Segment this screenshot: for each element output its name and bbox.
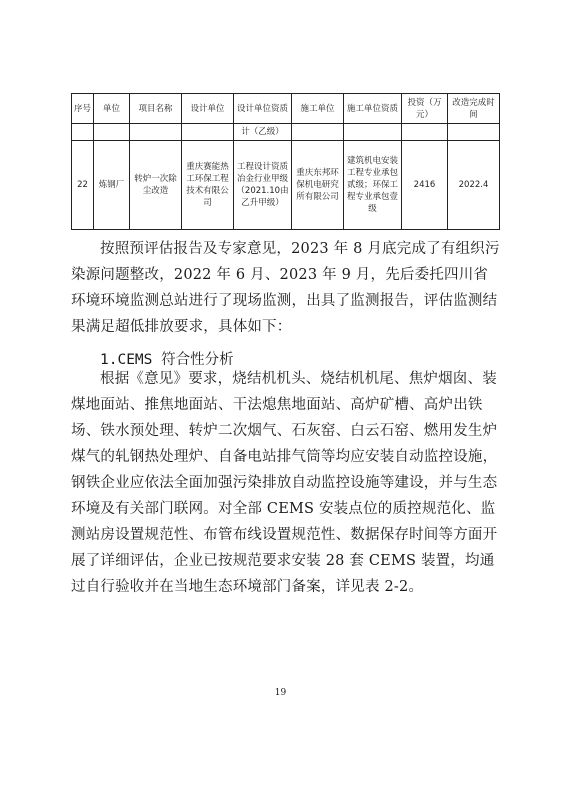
page-number: 19 — [274, 688, 287, 698]
header-cell: 设计单位 — [182, 94, 234, 124]
table-cell — [182, 124, 234, 141]
header-cell: 施工单位 — [292, 94, 344, 124]
table-cell — [402, 124, 448, 141]
table-cell: 重庆赛能热工环保工程技术有限公司 — [182, 141, 234, 230]
table-cell: 重庆东邦环保机电研究所有限公司 — [292, 141, 344, 230]
table-cell: 计（乙级） — [234, 124, 292, 141]
table-header-row — [72, 94, 500, 124]
table-cell: 工程设计资质冶金行业甲级（2021.10由乙升甲级） — [234, 141, 292, 230]
header-cell: 序号 — [72, 94, 94, 124]
table-cell: 2416 — [402, 141, 448, 230]
paragraph-monitoring: 按照预评估报告及专家意见，2023 年 8 月底完成了有组织污染源问题整改，2022 年 6 月、2023 年 9 月，先后委托四川省环境环境监测总站进行了现场监测，出具了监测报告，评估监测结果满足超低排放要求，具体如下： — [71, 241, 500, 335]
table-cell: 2022.4 — [448, 141, 500, 230]
header-cell: 施工单位资质 — [344, 94, 402, 124]
table-cell: 建筑机电安装工程专业承包贰级；环保工程专业承包壹级 — [344, 141, 402, 230]
table-cell: 转炉一次除尘改造 — [130, 141, 182, 230]
table-cell — [292, 124, 344, 141]
paragraph-cems: 根据《意见》要求，烧结机机头、烧结机机尾、焦炉烟囱、装煤地面站、推焦地面站、干法熄焦地面站、高炉矿槽、高炉出铁场、铁水预处理、转炉二次烟气、石灰窑、白云石窑、燃用发生炉煤气的轧钢热处理炉、自备电站排气筒等均应安装自动监控设施，钢铁企业应依法全面加强污染排放自动监控设施等建设，并与生态环境及有关部门联网。对全部 CEMS 安装点位的质控规范化、监测站房设置规范性、布管布线设置规范性、数据保存时间等方面开展了详细评估，企业已按规范要求安装 28 套 CEMS 装置，均通过自行验收并在当地生态环境部门备案，详见表 2-2。 — [71, 371, 498, 595]
table-cell: 22 — [72, 141, 94, 230]
section-title: 符合性分析 — [161, 352, 234, 368]
table-cell: 炼钢厂 — [94, 141, 130, 230]
table-continuation-row — [72, 124, 500, 141]
header-cell: 设计单位资质 — [234, 94, 292, 124]
table-row — [72, 141, 500, 230]
header-cell: 改造完成时间 — [448, 94, 500, 124]
table-cell — [94, 124, 130, 141]
table-cell — [72, 124, 94, 141]
table-cell — [130, 124, 182, 141]
project-table — [71, 93, 500, 230]
header-cell: 项目名称 — [130, 94, 182, 124]
table-cell — [344, 124, 402, 141]
section-number: 1.CEMS — [100, 352, 153, 368]
header-cell: 单位 — [94, 94, 130, 124]
header-cell: 投资（万元） — [402, 94, 448, 124]
table-cell — [448, 124, 500, 141]
